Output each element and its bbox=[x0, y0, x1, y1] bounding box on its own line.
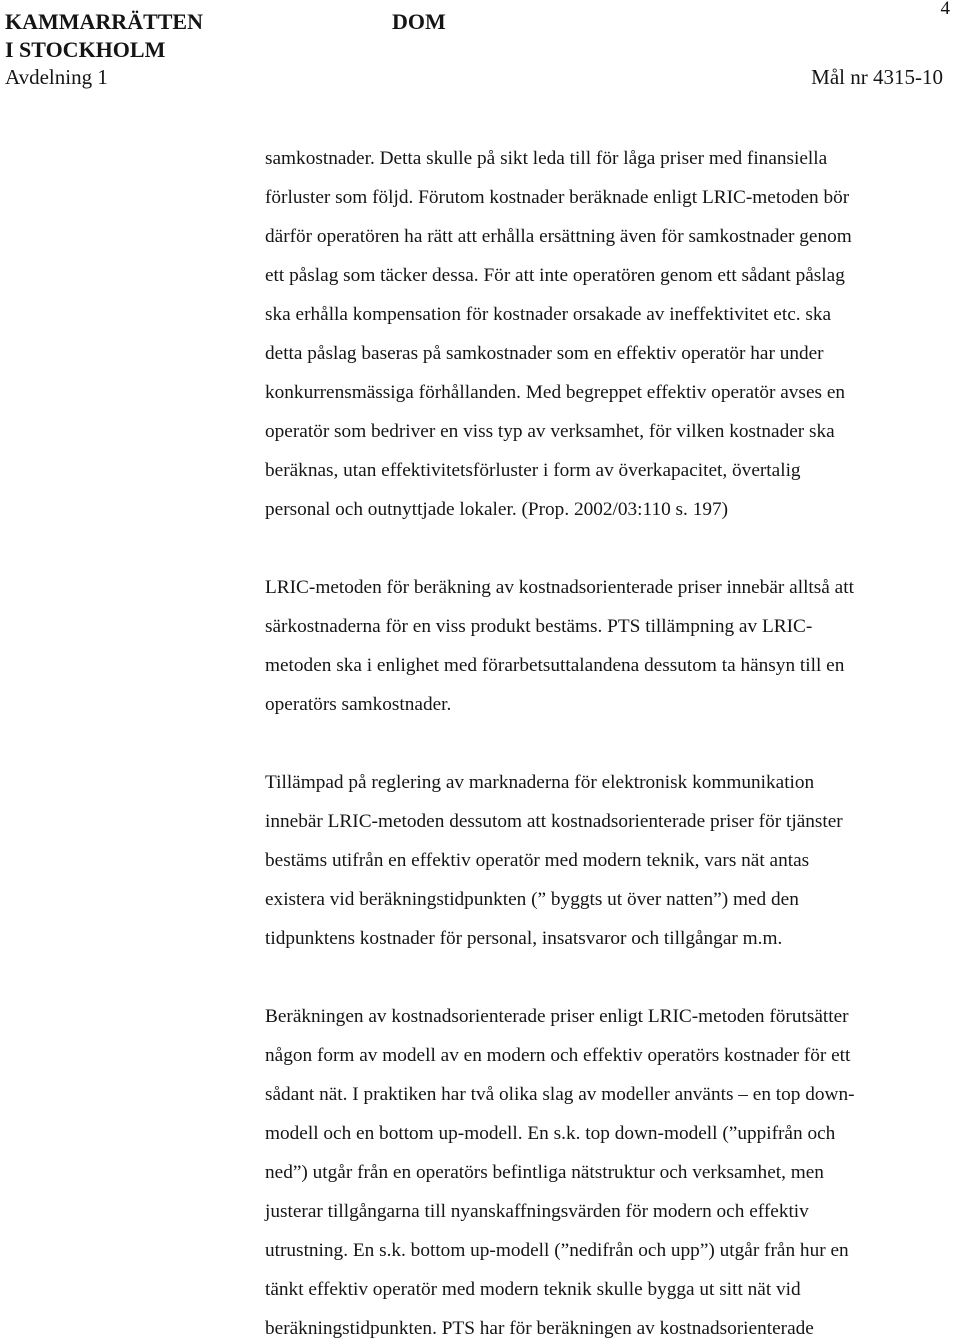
text-line: operatör som bedriver en viss typ av verksamhet, för vilken kostnader ska bbox=[265, 421, 835, 442]
text-line: innebär LRIC-metoden dessutom att kostnadsorienterade priser för tjänster bbox=[265, 811, 843, 832]
document-body bbox=[265, 146, 855, 1342]
court-name: KAMMARRÄTTEN bbox=[5, 9, 203, 34]
text-line: Beräkningen av kostnadsorienterade priser enligt LRIC-metoden förutsätter bbox=[265, 1006, 849, 1027]
text-line: personal och outnyttjade lokaler. (Prop. 2002/03:110 s. 197) bbox=[265, 499, 729, 520]
text-line: någon form av modell av en modern och effektiv operatörs kostnader för ett bbox=[265, 1045, 851, 1066]
text-line: operatörs samkostnader. bbox=[265, 694, 452, 715]
text-line: ett påslag som täcker dessa. För att inte operatören genom ett sådant påslag bbox=[265, 265, 845, 286]
text-line: beräkningstidpunkten. PTS har för beräkningen av kostnadsorienterade bbox=[265, 1318, 814, 1339]
text-line: Tillämpad på reglering av marknaderna för elektronisk kommunikation bbox=[265, 772, 815, 793]
paragraph bbox=[265, 146, 855, 523]
text-line: sådant nät. I praktiken har två olika slag av modeller använts – en top down- bbox=[265, 1084, 855, 1105]
text-line: existera vid beräkningstidpunkten (” byggts ut över natten”) med den bbox=[265, 889, 799, 910]
case-number: Mål nr 4315-10 bbox=[811, 65, 943, 89]
text-line: modell och en bottom up-modell. En s.k. top down-modell (”uppifrån och bbox=[265, 1123, 836, 1144]
text-line: särkostnaderna för en viss produkt bestäms. PTS tillämpning av LRIC- bbox=[265, 616, 813, 637]
page-number: 4 bbox=[940, 0, 950, 19]
text-line: tidpunktens kostnader för personal, insatsvaror och tillgångar m.m. bbox=[265, 928, 783, 949]
text-line: konkurrensmässiga förhållanden. Med begreppet effektiv operatör avses en bbox=[265, 382, 846, 403]
document-type: DOM bbox=[392, 9, 446, 34]
text-line: utrustning. En s.k. bottom up-modell (”nedifrån och upp”) utgår från hur en bbox=[265, 1240, 849, 1261]
text-line: detta påslag baseras på samkostnader som en effektiv operatör har under bbox=[265, 343, 824, 364]
text-line: förluster som följd. Förutom kostnader beräknade enligt LRIC-metoden bör bbox=[265, 187, 850, 208]
paragraph bbox=[265, 575, 855, 718]
text-line: bestäms utifrån en effektiv operatör med modern teknik, vars nät antas bbox=[265, 850, 810, 871]
paragraph bbox=[265, 1004, 855, 1342]
text-line: samkostnader. Detta skulle på sikt leda till för låga priser med finansiella bbox=[265, 148, 828, 169]
text-line: metoden ska i enlighet med förarbetsuttalandena dessutom ta hänsyn till en bbox=[265, 655, 845, 676]
text-line: ned”) utgår från en operatörs befintliga nätstruktur och verksamhet, men bbox=[265, 1162, 824, 1183]
text-line: tänkt effektiv operatör med modern teknik skulle bygga ut sitt nät vid bbox=[265, 1279, 801, 1300]
division-label: Avdelning 1 bbox=[5, 65, 108, 89]
text-line: LRIC-metoden för beräkning av kostnadsorienterade priser innebär alltså att bbox=[265, 577, 854, 598]
text-line: justerar tillgångarna till nyanskaffningsvärden för modern och effektiv bbox=[265, 1201, 809, 1222]
text-line: ska erhålla kompensation för kostnader orsakade av ineffektivitet etc. ska bbox=[265, 304, 832, 325]
text-line: därför operatören ha rätt att erhålla ersättning även för samkostnader genom bbox=[265, 226, 852, 247]
court-location: I STOCKHOLM bbox=[5, 37, 166, 62]
paragraph bbox=[265, 770, 855, 952]
text-line: beräknas, utan effektivitetsförluster i form av överkapacitet, övertalig bbox=[265, 460, 801, 481]
